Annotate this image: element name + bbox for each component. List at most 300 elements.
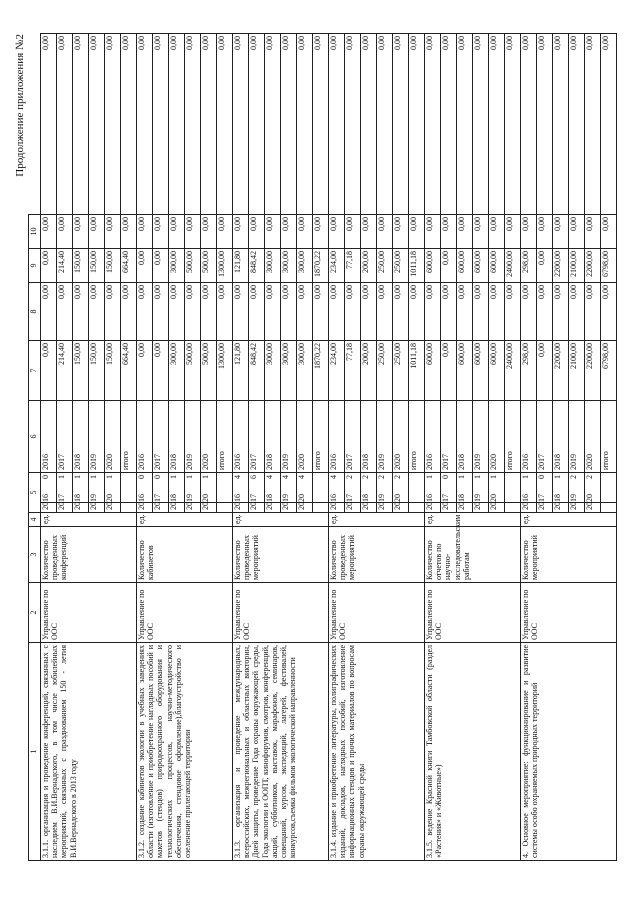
local-amount-cell: 0,00 bbox=[249, 215, 265, 249]
other-amount-cell: 0,00 bbox=[153, 34, 169, 215]
other-amount-cell: 0,00 bbox=[329, 34, 345, 215]
header-cell: 10 bbox=[29, 215, 41, 249]
regional-amount-cell: 150,00 bbox=[105, 249, 121, 283]
indicator-year-cell: 2016 bbox=[521, 503, 537, 513]
federal-amount-cell: 0,00 bbox=[105, 283, 121, 341]
other-amount-cell: 0,00 bbox=[265, 34, 281, 215]
local-amount-cell: 0,00 bbox=[345, 215, 361, 249]
indicator-value-cell: 2 bbox=[361, 473, 377, 503]
indicator-year-cell: 2017 bbox=[537, 503, 553, 513]
regional-amount-cell: 150,00 bbox=[73, 249, 89, 283]
regional-amount-cell: 2200,00 bbox=[585, 249, 601, 283]
indicator-cell: Количество проведенных конференций bbox=[41, 527, 137, 583]
local-amount-cell: 0,00 bbox=[185, 215, 201, 249]
indicator-value-cell: 4 bbox=[265, 473, 281, 503]
federal-amount-cell: 0,00 bbox=[121, 283, 137, 341]
federal-amount-cell: 0,00 bbox=[217, 283, 233, 341]
finance-year-cell: 2020 bbox=[105, 401, 121, 473]
indicator-value-cell: 0 bbox=[41, 473, 57, 503]
indicator-year-cell: 2020 bbox=[585, 503, 601, 513]
indicator-year-cell bbox=[121, 503, 137, 513]
other-amount-cell: 0,00 bbox=[409, 34, 425, 215]
regional-amount-cell: 0,00 bbox=[441, 249, 457, 283]
indicator-value-cell: 0 bbox=[537, 473, 553, 503]
other-amount-cell: 0,00 bbox=[361, 34, 377, 215]
header-cell: 8 bbox=[29, 283, 41, 341]
total-amount-cell: 250,00 bbox=[377, 341, 393, 401]
finance-year-cell: 2016 bbox=[233, 401, 249, 473]
other-amount-cell: 0,00 bbox=[249, 34, 265, 215]
finance-year-cell: 2020 bbox=[585, 401, 601, 473]
finance-year-cell: 2016 bbox=[521, 401, 537, 473]
measure-cell: 3.1.2. создание кабинетов экологии в учебных заведениях области (изготовление и приобретение наглядных пособий и макетов (стендов) природоохранного оборудования и технологических процессов, научно-методического обеспечения, стендовое оформление),благоустройство и озеленение прилегающей территории bbox=[137, 643, 233, 861]
federal-amount-cell: 0,00 bbox=[537, 283, 553, 341]
finance-year-cell: 2017 bbox=[537, 401, 553, 473]
indicator-value-cell: 1 bbox=[57, 473, 73, 503]
indicator-year-cell: 2018 bbox=[169, 503, 185, 513]
total-amount-cell: 300,00 bbox=[265, 341, 281, 401]
regional-amount-cell: 300,00 bbox=[281, 249, 297, 283]
indicator-cell: Количество проведенных мероприятий bbox=[233, 527, 329, 583]
header-cell: 1 bbox=[29, 643, 41, 861]
federal-amount-cell: 0,00 bbox=[329, 283, 345, 341]
regional-amount-cell: 2400,00 bbox=[505, 249, 521, 283]
local-amount-cell: 0,00 bbox=[57, 215, 73, 249]
total-amount-cell: 214,40 bbox=[57, 341, 73, 401]
header-cell: 4 bbox=[29, 513, 41, 527]
table-row bbox=[41, 34, 57, 861]
regional-amount-cell: 1300,00 bbox=[217, 249, 233, 283]
regional-amount-cell: 600,00 bbox=[473, 249, 489, 283]
finance-year-cell: 2016 bbox=[425, 401, 441, 473]
local-amount-cell: 0,00 bbox=[137, 215, 153, 249]
total-amount-cell: 150,00 bbox=[105, 341, 121, 401]
other-amount-cell: 0,00 bbox=[425, 34, 441, 215]
indicator-year-cell: 2018 bbox=[457, 503, 473, 513]
indicator-value-cell bbox=[313, 473, 329, 503]
responsible-cell: Управление по ООС bbox=[41, 583, 137, 643]
other-amount-cell: 0,00 bbox=[313, 34, 329, 215]
indicator-value-cell: 4 bbox=[281, 473, 297, 503]
other-amount-cell: 0,00 bbox=[585, 34, 601, 215]
total-amount-cell: 2200,00 bbox=[553, 341, 569, 401]
other-amount-cell: 0,00 bbox=[73, 34, 89, 215]
other-amount-cell: 0,00 bbox=[201, 34, 217, 215]
federal-amount-cell: 0,00 bbox=[185, 283, 201, 341]
regional-amount-cell: 298,00 bbox=[521, 249, 537, 283]
federal-amount-cell: 0,00 bbox=[41, 283, 57, 341]
federal-amount-cell: 0,00 bbox=[473, 283, 489, 341]
indicator-value-cell bbox=[409, 473, 425, 503]
regional-amount-cell: 77,18 bbox=[345, 249, 361, 283]
indicator-value-cell: 1 bbox=[89, 473, 105, 503]
federal-amount-cell: 0,00 bbox=[441, 283, 457, 341]
indicator-value-cell: 2 bbox=[569, 473, 585, 503]
total-amount-cell: 0,00 bbox=[137, 341, 153, 401]
total-amount-cell: 848,42 bbox=[249, 341, 265, 401]
indicator-value-cell bbox=[601, 473, 617, 503]
unit-cell: ед. bbox=[329, 513, 425, 527]
indicator-value-cell: 2 bbox=[345, 473, 361, 503]
indicator-value-cell: 1 bbox=[201, 473, 217, 503]
indicator-year-cell: 2018 bbox=[73, 503, 89, 513]
indicator-year-cell: 2017 bbox=[441, 503, 457, 513]
indicator-cell: Количество кабинетов bbox=[137, 527, 233, 583]
federal-amount-cell: 0,00 bbox=[345, 283, 361, 341]
indicator-year-cell: 2020 bbox=[297, 503, 313, 513]
total-amount-cell: 2400,00 bbox=[505, 341, 521, 401]
indicator-year-cell: 2019 bbox=[473, 503, 489, 513]
table-row bbox=[329, 34, 345, 861]
indicator-value-cell: 1 bbox=[185, 473, 201, 503]
local-amount-cell: 0,00 bbox=[473, 215, 489, 249]
finance-year-cell: 2020 bbox=[297, 401, 313, 473]
total-amount-cell: 150,00 bbox=[89, 341, 105, 401]
regional-amount-cell: 848,42 bbox=[249, 249, 265, 283]
continuation-caption: Продолжение приложения №2 bbox=[14, 34, 26, 177]
local-amount-cell: 0,00 bbox=[537, 215, 553, 249]
local-amount-cell: 0,00 bbox=[489, 215, 505, 249]
total-amount-cell: 150,00 bbox=[73, 341, 89, 401]
header-cell: 5 bbox=[29, 473, 41, 513]
finance-year-cell: итого bbox=[505, 401, 521, 473]
federal-amount-cell: 0,00 bbox=[137, 283, 153, 341]
finance-year-cell: 2018 bbox=[361, 401, 377, 473]
regional-amount-cell: 234,00 bbox=[329, 249, 345, 283]
local-amount-cell: 0,00 bbox=[233, 215, 249, 249]
local-amount-cell: 0,00 bbox=[89, 215, 105, 249]
regional-amount-cell: 600,00 bbox=[489, 249, 505, 283]
total-amount-cell: 300,00 bbox=[297, 341, 313, 401]
indicator-value-cell: 1 bbox=[169, 473, 185, 503]
federal-amount-cell: 0,00 bbox=[233, 283, 249, 341]
total-amount-cell: 0,00 bbox=[537, 341, 553, 401]
federal-amount-cell: 0,00 bbox=[153, 283, 169, 341]
other-amount-cell: 0,00 bbox=[473, 34, 489, 215]
table-row bbox=[521, 34, 537, 861]
federal-amount-cell: 0,00 bbox=[281, 283, 297, 341]
total-amount-cell: 234,00 bbox=[329, 341, 345, 401]
total-amount-cell: 600,00 bbox=[457, 341, 473, 401]
total-amount-cell: 600,00 bbox=[473, 341, 489, 401]
indicator-year-cell: 2016 bbox=[233, 503, 249, 513]
total-amount-cell: 2100,00 bbox=[569, 341, 585, 401]
indicator-year-cell: 2020 bbox=[201, 503, 217, 513]
finance-year-cell: 2016 bbox=[41, 401, 57, 473]
total-amount-cell: 2200,00 bbox=[585, 341, 601, 401]
local-amount-cell: 0,00 bbox=[377, 215, 393, 249]
finance-year-cell: 2018 bbox=[457, 401, 473, 473]
total-amount-cell: 500,00 bbox=[201, 341, 217, 401]
finance-year-cell: 2017 bbox=[57, 401, 73, 473]
regional-amount-cell: 500,00 bbox=[185, 249, 201, 283]
federal-amount-cell: 0,00 bbox=[249, 283, 265, 341]
local-amount-cell: 0,00 bbox=[73, 215, 89, 249]
other-amount-cell: 0,00 bbox=[505, 34, 521, 215]
other-amount-cell: 0,00 bbox=[601, 34, 617, 215]
federal-amount-cell: 0,00 bbox=[201, 283, 217, 341]
regional-amount-cell: 1011,18 bbox=[409, 249, 425, 283]
federal-amount-cell: 0,00 bbox=[89, 283, 105, 341]
other-amount-cell: 0,00 bbox=[137, 34, 153, 215]
other-amount-cell: 0,00 bbox=[233, 34, 249, 215]
measure-cell: 3.1.1. организация и проведение конференций, связанных с наследием В.И.Вернадского, в том числе юбилейных мероприятий, связанных с празднованием 150 - летия В.И.Вернадского в 2013 году bbox=[41, 643, 137, 861]
finance-year-cell: 2020 bbox=[489, 401, 505, 473]
indicator-year-cell: 2019 bbox=[377, 503, 393, 513]
regional-amount-cell: 250,00 bbox=[393, 249, 409, 283]
regional-amount-cell: 0,00 bbox=[537, 249, 553, 283]
indicator-year-cell: 2018 bbox=[265, 503, 281, 513]
local-amount-cell: 0,00 bbox=[569, 215, 585, 249]
regional-amount-cell: 600,00 bbox=[425, 249, 441, 283]
regional-amount-cell: 200,00 bbox=[361, 249, 377, 283]
regional-amount-cell: 664,40 bbox=[121, 249, 137, 283]
total-amount-cell: 600,00 bbox=[489, 341, 505, 401]
responsible-cell: Управление по ООС bbox=[233, 583, 329, 643]
other-amount-cell: 0,00 bbox=[89, 34, 105, 215]
unit-cell: ед. bbox=[41, 513, 137, 527]
total-amount-cell: 600,00 bbox=[425, 341, 441, 401]
regional-amount-cell: 300,00 bbox=[265, 249, 281, 283]
finance-year-cell: 2019 bbox=[185, 401, 201, 473]
finance-year-cell: итого bbox=[601, 401, 617, 473]
indicator-value-cell: 1 bbox=[521, 473, 537, 503]
total-amount-cell: 1011,18 bbox=[409, 341, 425, 401]
regional-amount-cell: 0,00 bbox=[41, 249, 57, 283]
local-amount-cell: 0,00 bbox=[585, 215, 601, 249]
table-row bbox=[425, 34, 441, 861]
finance-year-cell: итого bbox=[409, 401, 425, 473]
indicator-year-cell: 2016 bbox=[41, 503, 57, 513]
measure-cell: 4. Основное мероприятие: функционирование и развитие системы особо охраняемых природных территорий bbox=[521, 643, 617, 861]
local-amount-cell: 0,00 bbox=[425, 215, 441, 249]
finance-year-cell: 2019 bbox=[377, 401, 393, 473]
other-amount-cell: 0,00 bbox=[185, 34, 201, 215]
indicator-cell: Количество проведенных мероприятий bbox=[329, 527, 425, 583]
responsible-cell: Управление по ООС bbox=[425, 583, 521, 643]
indicator-value-cell: 6 bbox=[249, 473, 265, 503]
regional-amount-cell: 0,00 bbox=[153, 249, 169, 283]
table-body bbox=[41, 34, 617, 861]
finance-year-cell: 2017 bbox=[345, 401, 361, 473]
indicator-cell: Количество мероприятий bbox=[521, 527, 617, 583]
indicator-value-cell: 0 bbox=[153, 473, 169, 503]
regional-amount-cell: 2100,00 bbox=[569, 249, 585, 283]
federal-amount-cell: 0,00 bbox=[169, 283, 185, 341]
other-amount-cell: 0,00 bbox=[297, 34, 313, 215]
other-amount-cell: 0,00 bbox=[41, 34, 57, 215]
finance-year-cell: 2018 bbox=[265, 401, 281, 473]
indicator-year-cell: 2017 bbox=[345, 503, 361, 513]
indicator-value-cell bbox=[121, 473, 137, 503]
responsible-cell: Управление по ООС bbox=[137, 583, 233, 643]
indicator-value-cell: 1 bbox=[73, 473, 89, 503]
federal-amount-cell: 0,00 bbox=[569, 283, 585, 341]
regional-amount-cell: 121,80 bbox=[233, 249, 249, 283]
federal-amount-cell: 0,00 bbox=[297, 283, 313, 341]
federal-amount-cell: 0,00 bbox=[409, 283, 425, 341]
other-amount-cell: 0,00 bbox=[537, 34, 553, 215]
local-amount-cell: 0,00 bbox=[297, 215, 313, 249]
regional-amount-cell: 600,00 bbox=[457, 249, 473, 283]
finance-year-cell: итого bbox=[217, 401, 233, 473]
indicator-value-cell: 0 bbox=[441, 473, 457, 503]
finance-year-cell: 2019 bbox=[281, 401, 297, 473]
other-amount-cell: 0,00 bbox=[345, 34, 361, 215]
finance-year-cell: 2019 bbox=[569, 401, 585, 473]
indicator-year-cell: 2017 bbox=[249, 503, 265, 513]
measure-cell: 3.1.4. издание и приобретение литературы, полиграфических изданий, докладов, наглядных пособий, изготовление информационных стендов и прочих материалов по вопросам охраны окружающей среды bbox=[329, 643, 425, 861]
finance-year-cell: итого bbox=[121, 401, 137, 473]
federal-amount-cell: 0,00 bbox=[505, 283, 521, 341]
local-amount-cell: 0,00 bbox=[105, 215, 121, 249]
other-amount-cell: 0,00 bbox=[169, 34, 185, 215]
total-amount-cell: 664,40 bbox=[121, 341, 137, 401]
indicator-year-cell: 2020 bbox=[393, 503, 409, 513]
regional-amount-cell: 300,00 bbox=[169, 249, 185, 283]
regional-amount-cell: 6798,00 bbox=[601, 249, 617, 283]
total-amount-cell: 1870,22 bbox=[313, 341, 329, 401]
other-amount-cell: 0,00 bbox=[105, 34, 121, 215]
indicator-year-cell: 2016 bbox=[137, 503, 153, 513]
finance-year-cell: 2016 bbox=[137, 401, 153, 473]
federal-amount-cell: 0,00 bbox=[553, 283, 569, 341]
federal-amount-cell: 0,00 bbox=[73, 283, 89, 341]
indicator-value-cell: 1 bbox=[105, 473, 121, 503]
local-amount-cell: 0,00 bbox=[41, 215, 57, 249]
finance-year-cell: итого bbox=[313, 401, 329, 473]
total-amount-cell: 0,00 bbox=[441, 341, 457, 401]
local-amount-cell: 0,00 bbox=[313, 215, 329, 249]
regional-amount-cell: 500,00 bbox=[201, 249, 217, 283]
other-amount-cell: 0,00 bbox=[569, 34, 585, 215]
total-amount-cell: 77,18 bbox=[345, 341, 361, 401]
federal-amount-cell: 0,00 bbox=[425, 283, 441, 341]
total-amount-cell: 0,00 bbox=[153, 341, 169, 401]
local-amount-cell: 0,00 bbox=[521, 215, 537, 249]
indicator-value-cell bbox=[217, 473, 233, 503]
local-amount-cell: 0,00 bbox=[361, 215, 377, 249]
other-amount-cell: 0,00 bbox=[489, 34, 505, 215]
local-amount-cell: 0,00 bbox=[265, 215, 281, 249]
regional-amount-cell: 2200,00 bbox=[553, 249, 569, 283]
other-amount-cell: 0,00 bbox=[457, 34, 473, 215]
finance-year-cell: 2019 bbox=[473, 401, 489, 473]
header-cell: 2 bbox=[29, 583, 41, 643]
local-amount-cell: 0,00 bbox=[393, 215, 409, 249]
local-amount-cell: 0,00 bbox=[505, 215, 521, 249]
regional-amount-cell: 250,00 bbox=[377, 249, 393, 283]
federal-amount-cell: 0,00 bbox=[313, 283, 329, 341]
indicator-value-cell: 2 bbox=[377, 473, 393, 503]
total-amount-cell: 250,00 bbox=[393, 341, 409, 401]
indicator-value-cell: 4 bbox=[233, 473, 249, 503]
local-amount-cell: 0,00 bbox=[329, 215, 345, 249]
local-amount-cell: 0,00 bbox=[441, 215, 457, 249]
federal-amount-cell: 0,00 bbox=[57, 283, 73, 341]
other-amount-cell: 0,00 bbox=[441, 34, 457, 215]
total-amount-cell: 6798,00 bbox=[601, 341, 617, 401]
indicator-value-cell: 1 bbox=[553, 473, 569, 503]
indicator-year-cell: 2019 bbox=[89, 503, 105, 513]
indicator-year-cell: 2017 bbox=[57, 503, 73, 513]
indicator-year-cell: 2017 bbox=[153, 503, 169, 513]
federal-amount-cell: 0,00 bbox=[265, 283, 281, 341]
total-amount-cell: 300,00 bbox=[169, 341, 185, 401]
unit-cell: ед. bbox=[137, 513, 233, 527]
regional-amount-cell: 1870,22 bbox=[313, 249, 329, 283]
indicator-value-cell: 1 bbox=[457, 473, 473, 503]
other-amount-cell: 0,00 bbox=[553, 34, 569, 215]
indicator-year-cell: 2019 bbox=[569, 503, 585, 513]
indicator-year-cell: 2018 bbox=[553, 503, 569, 513]
indicator-year-cell: 2016 bbox=[329, 503, 345, 513]
regional-amount-cell: 150,00 bbox=[89, 249, 105, 283]
local-amount-cell: 0,00 bbox=[169, 215, 185, 249]
other-amount-cell: 0,00 bbox=[393, 34, 409, 215]
indicator-value-cell: 4 bbox=[329, 473, 345, 503]
indicator-year-cell: 2016 bbox=[425, 503, 441, 513]
local-amount-cell: 0,00 bbox=[601, 215, 617, 249]
indicator-year-cell bbox=[313, 503, 329, 513]
local-amount-cell: 0,00 bbox=[121, 215, 137, 249]
finance-year-cell: 2017 bbox=[249, 401, 265, 473]
indicator-year-cell: 2019 bbox=[185, 503, 201, 513]
indicator-year-cell: 2018 bbox=[361, 503, 377, 513]
local-amount-cell: 0,00 bbox=[281, 215, 297, 249]
indicator-value-cell: 2 bbox=[393, 473, 409, 503]
local-amount-cell: 0,00 bbox=[553, 215, 569, 249]
finance-year-cell: 2020 bbox=[201, 401, 217, 473]
finance-year-cell: 2020 bbox=[393, 401, 409, 473]
total-amount-cell: 300,00 bbox=[281, 341, 297, 401]
finance-year-cell: 2016 bbox=[329, 401, 345, 473]
indicator-year-cell bbox=[505, 503, 521, 513]
indicator-year-cell bbox=[217, 503, 233, 513]
unit-cell: ед. bbox=[425, 513, 521, 527]
header-cell: 6 bbox=[29, 401, 41, 473]
local-amount-cell: 0,00 bbox=[457, 215, 473, 249]
indicator-year-cell bbox=[409, 503, 425, 513]
header-cell: 9 bbox=[29, 249, 41, 283]
indicator-year-cell: 2019 bbox=[281, 503, 297, 513]
header-cell: 7 bbox=[29, 341, 41, 401]
indicator-value-cell bbox=[505, 473, 521, 503]
other-amount-cell: 0,00 bbox=[217, 34, 233, 215]
federal-amount-cell: 0,00 bbox=[393, 283, 409, 341]
indicator-value-cell: 1 bbox=[425, 473, 441, 503]
total-amount-cell: 500,00 bbox=[185, 341, 201, 401]
other-amount-cell: 0,00 bbox=[377, 34, 393, 215]
header-cell: 3 bbox=[29, 527, 41, 583]
local-amount-cell: 0,00 bbox=[201, 215, 217, 249]
total-amount-cell: 121,80 bbox=[233, 341, 249, 401]
responsible-cell: Управление по ООС bbox=[521, 583, 617, 643]
indicator-value-cell: 1 bbox=[473, 473, 489, 503]
indicator-year-cell bbox=[601, 503, 617, 513]
total-amount-cell: 0,00 bbox=[41, 341, 57, 401]
unit-cell: ед. bbox=[233, 513, 329, 527]
local-amount-cell: 0,00 bbox=[153, 215, 169, 249]
finance-year-cell: 2018 bbox=[169, 401, 185, 473]
measure-cell: 3.1.5. ведение Красной книги Тамбовской области (раздел «Растения» и «Животные») bbox=[425, 643, 521, 861]
indicator-year-cell: 2020 bbox=[489, 503, 505, 513]
table-row bbox=[233, 34, 249, 861]
unit-cell: ед. bbox=[521, 513, 617, 527]
indicator-cell: Количество отчетов по научно-исследовательским работам bbox=[425, 527, 521, 583]
finance-year-cell: 2017 bbox=[153, 401, 169, 473]
regional-amount-cell: 214,40 bbox=[57, 249, 73, 283]
